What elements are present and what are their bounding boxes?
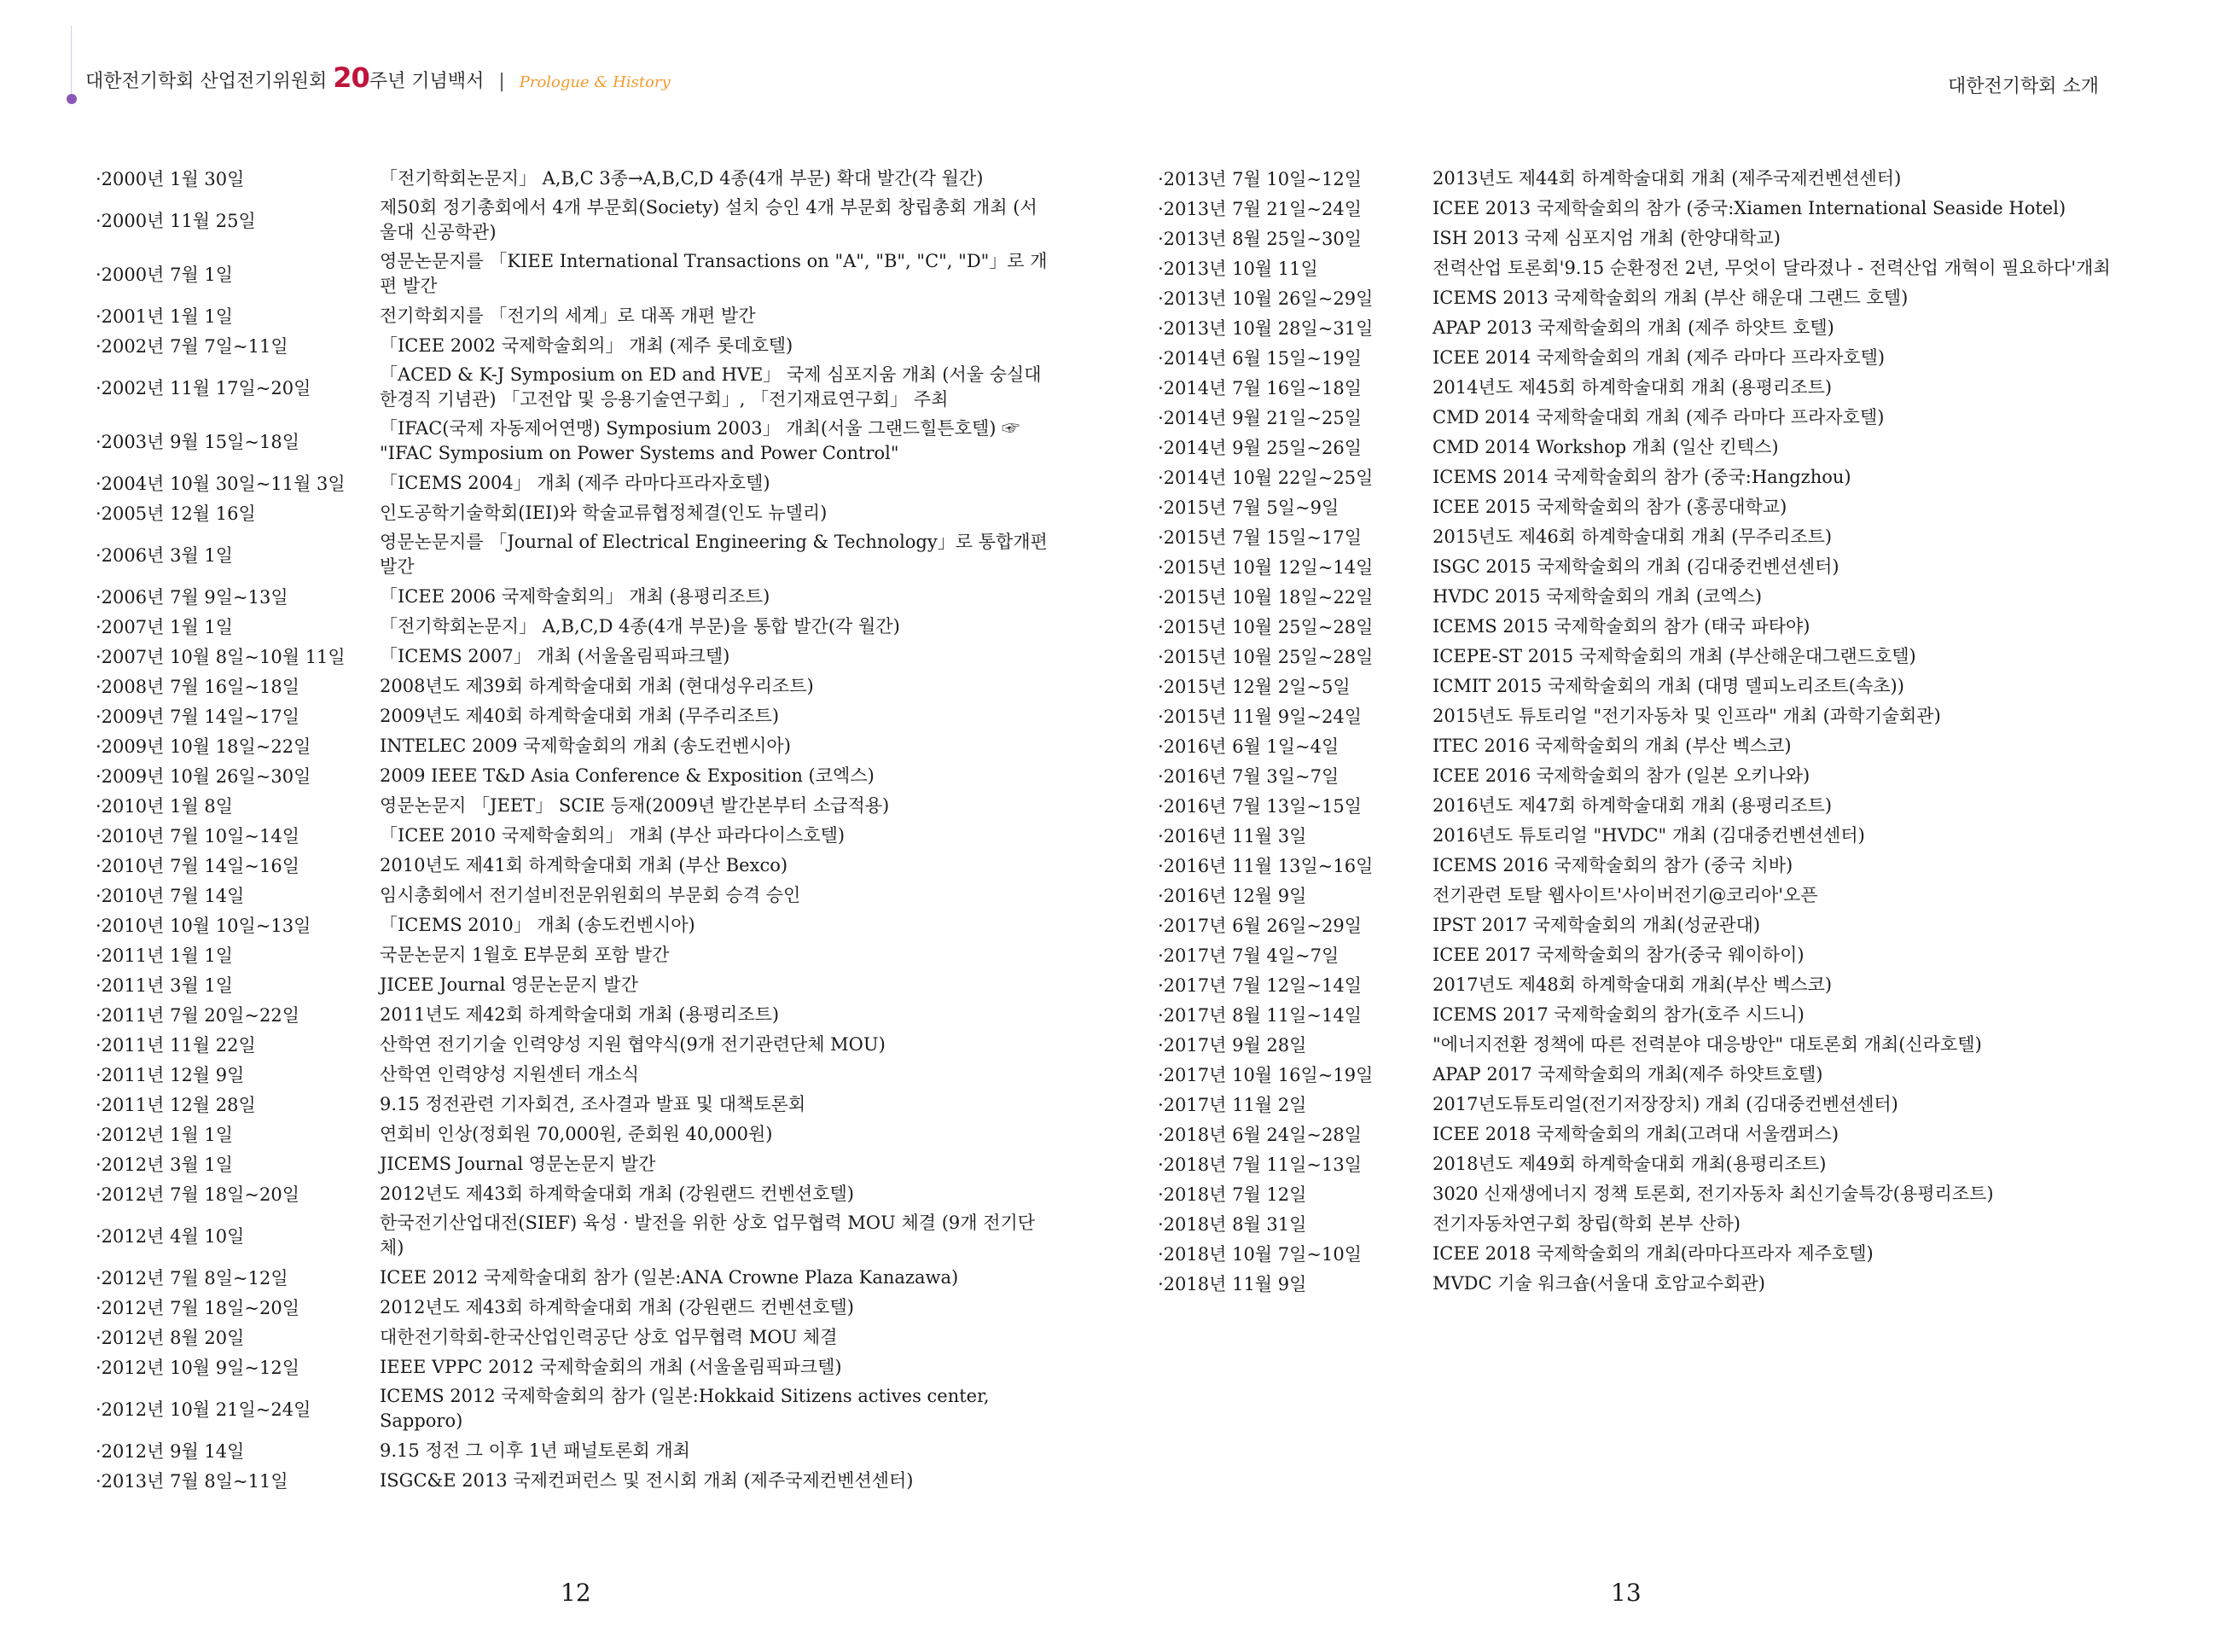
entry-description: 전력산업 토론회'9.15 순환정전 2년, 무엇이 달라졌나 - 전력산업 개혁이 필요하다'개최: [1433, 257, 2111, 278]
timeline-entry: [1158, 942, 2113, 968]
entry-date: ·2011년 12월 28일: [96, 1095, 256, 1115]
entry-description: ICEMS 2016 국제학술회의 참가 (중국 치바): [1433, 854, 1793, 875]
entry-description: 9.15 정전관련 기자회견, 조사결과 발표 및 대책토론회: [380, 1093, 806, 1114]
entry-date: ·2011년 12월 9일: [96, 1065, 245, 1085]
entry-date: ·2016년 11월 13일~16일: [1158, 856, 1374, 876]
timeline-entry: [96, 823, 1051, 848]
entry-description: 「ICEMS 2007」 개최 (서울올림픽파크텔): [380, 645, 730, 666]
entry-description: 영문논문지를 「KIEE International Transactions on "A", "B", "C", "D"」로 개편 발간: [380, 251, 1048, 296]
entry-description: 산학연 인력양성 지원센터 개소식: [380, 1063, 640, 1085]
entry-date: ·2017년 10월 16일~19일: [1158, 1065, 1374, 1085]
timeline-entry: [1158, 434, 2113, 460]
entry-date: ·2005년 12월 16일: [96, 503, 256, 524]
timeline-entry: [1158, 404, 2113, 430]
timeline-entry: [96, 1121, 1051, 1147]
timeline-entry: [1158, 614, 2113, 639]
timeline-entry: [96, 763, 1051, 788]
timeline-entry: [96, 1151, 1051, 1177]
entry-description: 인도공학기술학회(IEI)와 학술교류협정체결(인도 뉴델리): [380, 502, 828, 523]
entry-date: ·2013년 7월 8일~11일: [96, 1471, 288, 1492]
timeline-entry: [1158, 1032, 2113, 1057]
timeline-entry: [96, 1062, 1051, 1087]
entry-description: ICEMS 2014 국제학술회의 참가 (중국:Hangzhou): [1433, 466, 1851, 487]
timeline-entry: [96, 333, 1051, 358]
entry-date: ·2013년 10월 26일~29일: [1158, 288, 1374, 309]
timeline-entry: [96, 303, 1051, 329]
entry-description: 「ICEE 2010 국제학술회의」 개최 (부산 파라다이스호텔): [380, 824, 846, 846]
entry-description: IPST 2017 국제학술회의 개최(성균관대): [1433, 914, 1761, 935]
entry-description: 2016년도 튜토리얼 "HVDC" 개최 (김대중컨벤션센터): [1433, 824, 1865, 846]
entry-description: 「ACED & K-J Symposium on ED and HVE」 국제 심포지움 개최 (서울 숭실대 한경직 기념관) 「고전압 및 응용기술연구회」, 「전기재료연구회」 주최: [380, 364, 1042, 410]
timeline-entry: [1158, 673, 2113, 699]
entry-date: ·2018년 7월 12일: [1158, 1184, 1307, 1205]
page-number-left: 12: [561, 1579, 591, 1607]
timeline-entry: [96, 1384, 1051, 1434]
entry-description: 전기학회지를 「전기의 세계」로 대폭 개편 발간: [380, 305, 756, 326]
entry-description: 한국전기산업대전(SIEF) 육성 · 발전을 위한 상호 업무협력 MOU 체결 (9개 전기단체): [380, 1213, 1036, 1258]
entry-date: ·2008년 7월 16일~18일: [96, 677, 300, 697]
entry-date: ·2016년 11월 3일: [1158, 826, 1307, 846]
entry-description: "에너지전환 정책에 따른 전력분야 대응방안" 대토론회 개최(신라호텔): [1433, 1033, 1982, 1055]
timeline-entry: [96, 912, 1051, 938]
running-header-left: [85, 61, 671, 94]
entry-date: ·2015년 12월 2일~5일: [1158, 677, 1351, 697]
entry-date: ·2012년 3월 1일: [96, 1155, 234, 1175]
timeline-entry: [96, 942, 1051, 968]
header-org: 대한전기학회 산업전기위원회: [85, 71, 328, 92]
timeline-entry: [96, 733, 1051, 759]
header-accent-line: [71, 26, 72, 96]
entry-date: ·2015년 10월 25일~28일: [1158, 617, 1374, 637]
timeline-entry: [1158, 285, 2113, 311]
entry-date: ·2012년 7월 18일~20일: [96, 1298, 300, 1318]
entry-description: 2008년도 제39회 하계학술대회 개최 (현대성우리조트): [380, 675, 814, 696]
timeline-entry: [1158, 1211, 2113, 1236]
entry-date: ·2017년 11월 2일: [1158, 1095, 1307, 1115]
timeline-entry: [1158, 195, 2113, 221]
timeline-entry: [1158, 1241, 2113, 1266]
entry-description: JICEE Journal 영문논문지 발간: [380, 974, 638, 995]
entry-date: ·2016년 6월 1일~4일: [1158, 736, 1340, 757]
entry-date: ·2012년 4월 10일: [96, 1226, 245, 1247]
timeline-entry: [1158, 703, 2113, 729]
entry-description: CMD 2014 국제학술대회 개최 (제주 라마다 프라자호텔): [1433, 406, 1885, 428]
timeline-entry: [96, 166, 1051, 191]
entry-date: ·2014년 10월 22일~25일: [1158, 468, 1374, 488]
timeline-entry: [1158, 345, 2113, 370]
entry-date: ·2002년 11월 17일~20일: [96, 378, 311, 398]
timeline-entry: [1158, 315, 2113, 340]
timeline-entry: [1158, 1151, 2113, 1177]
entry-date: ·2015년 10월 18일~22일: [1158, 587, 1374, 608]
entry-description: ISH 2013 국제 심포지엄 개최 (한양대학교): [1433, 227, 1781, 248]
entry-description: 2015년도 제46회 하계학술대회 개최 (무주리조트): [1433, 526, 1833, 547]
entry-description: ICEE 2012 국제학술대회 참가 (일본:ANA Crowne Plaza Kanazawa): [380, 1266, 959, 1288]
timeline-left-column: [96, 166, 1051, 1498]
entry-description: 2018년도 제49회 하계학술대회 개최(용평리조트): [1433, 1153, 1827, 1174]
entry-description: IEEE VPPC 2012 국제학술회의 개최 (서울올림픽파크텔): [380, 1356, 842, 1377]
entry-description: 2012년도 제43회 하계학술대회 개최 (강원랜드 컨벤션호텔): [380, 1183, 854, 1204]
entry-date: ·2009년 10월 26일~30일: [96, 766, 311, 787]
timeline-entry: [96, 500, 1051, 526]
timeline-entry: [96, 416, 1051, 466]
timeline-right-column: [1158, 166, 2113, 1300]
entry-date: ·2012년 8월 20일: [96, 1328, 245, 1348]
entry-description: 「IFAC(국제 자동제어연맹) Symposium 2003」 개최(서울 그랜드힐튼호텔) ☞ "IFAC Symposium on Power Systems and Power Control": [380, 418, 1020, 463]
page-number-right: 13: [1611, 1579, 1642, 1607]
running-header-right: 대한전기학회 소개: [1947, 76, 2099, 97]
timeline-entry: [96, 643, 1051, 669]
timeline-entry: [1158, 494, 2113, 520]
timeline-entry: [96, 195, 1051, 245]
entry-description: ICEE 2018 국제학술회의 개최(고려대 서울캠퍼스): [1433, 1123, 1839, 1144]
entry-date: ·2014년 7월 16일~18일: [1158, 378, 1363, 398]
entry-date: ·2011년 11월 22일: [96, 1035, 256, 1056]
entry-date: ·2009년 10월 18일~22일: [96, 736, 311, 757]
entry-date: ·2010년 7월 14일: [96, 886, 245, 906]
timeline-entry: [1158, 852, 2113, 878]
entry-description: 영문논문지를 「Journal of Electrical Engineering & Technology」로 통합개편 발간: [380, 532, 1048, 577]
timeline-entry: [1158, 733, 2113, 759]
entry-description: 2017년도튜토리얼(전기저장장치) 개최 (김대중컨벤션센터): [1433, 1093, 1898, 1114]
entry-date: ·2012년 1월 1일: [96, 1125, 234, 1145]
timeline-entry: [1158, 554, 2113, 579]
timeline-entry: [1158, 524, 2113, 550]
timeline-entry: [1158, 584, 2113, 609]
timeline-entry: [1158, 255, 2113, 281]
entry-description: APAP 2017 국제학술회의 개최(제주 하얏트호텔): [1433, 1063, 1823, 1085]
entry-description: 전기자동차연구회 창립(학회 본부 산하): [1433, 1213, 1741, 1234]
entry-description: 2009 IEEE T&D Asia Conference & Exposition (코엑스): [380, 765, 875, 786]
entry-description: 2016년도 제47회 하계학술대회 개최 (용평리조트): [1433, 794, 1833, 816]
entry-date: ·2009년 7월 14일~17일: [96, 707, 300, 727]
entry-description: 2009년도 제40회 하계학술대회 개최 (무주리조트): [380, 705, 780, 726]
entry-date: ·2010년 7월 10일~14일: [96, 826, 300, 846]
entry-description: ICEE 2014 국제학술회의 개최 (제주 라마다 프라자호텔): [1433, 346, 1886, 368]
timeline-entry: [96, 703, 1051, 729]
entry-description: 「ICEMS 2004」 개최 (제주 라마다프라자호텔): [380, 472, 770, 493]
entry-description: ICEMS 2017 국제학술회의 참가(호주 시드니): [1433, 1003, 1804, 1025]
entry-description: 「ICEE 2006 국제학술회의」 개최 (용평리조트): [380, 585, 770, 607]
timeline-entry: [96, 1294, 1051, 1320]
timeline-entry: [1158, 225, 2113, 251]
entry-description: ICEE 2017 국제학술회의 참가(중국 웨이하이): [1433, 944, 1804, 965]
entry-date: ·2015년 7월 5일~9일: [1158, 497, 1340, 518]
entry-date: ·2018년 10월 7일~10일: [1158, 1244, 1363, 1265]
entry-date: ·2013년 7월 21일~24일: [1158, 199, 1363, 219]
entry-description: 「ICEMS 2010」 개최 (송도컨벤시아): [380, 914, 695, 935]
entry-description: 3020 신재생에너지 정책 토론회, 전기자동차 최신기술특강(용평리조트): [1433, 1183, 1994, 1204]
entry-date: ·2011년 3월 1일: [96, 975, 234, 996]
timeline-entry: [96, 1091, 1051, 1117]
entry-date: ·2015년 10월 25일~28일: [1158, 647, 1374, 667]
entry-description: 2017년도 제48회 하계학술대회 개최(부산 벡스코): [1433, 974, 1833, 995]
entry-description: 2014년도 제45회 하계학술대회 개최 (용평리조트): [1433, 376, 1833, 398]
header-twenty: 20: [333, 61, 369, 94]
timeline-entry: [96, 1324, 1051, 1350]
entry-description: 2012년도 제43회 하계학술대회 개최 (강원랜드 컨벤션호텔): [380, 1296, 854, 1318]
timeline-entry: [96, 470, 1051, 496]
entry-date: ·2000년 1월 30일: [96, 169, 245, 189]
entry-date: ·2011년 1월 1일: [96, 945, 234, 966]
entry-description: ICEMS 2015 국제학술회의 참가 (태국 파타야): [1433, 615, 1810, 637]
entry-date: ·2015년 7월 15일~17일: [1158, 527, 1363, 548]
timeline-entry: [96, 793, 1051, 818]
entry-date: ·2007년 1월 1일: [96, 617, 234, 637]
entry-date: ·2013년 10월 11일: [1158, 259, 1318, 279]
entry-description: 제50회 정기총회에서 4개 부문회(Society) 설치 승인 4개 부문회 창립총회 개최 (서울대 신공학관): [380, 197, 1037, 242]
entry-date: ·2017년 7월 12일~14일: [1158, 975, 1363, 996]
entry-description: JICEMS Journal 영문논문지 발간: [380, 1153, 656, 1174]
entry-description: CMD 2014 Workshop 개최 (일산 킨텍스): [1433, 436, 1779, 457]
entry-date: ·2004년 10월 30일~11월 3일: [96, 474, 346, 494]
entry-date: ·2012년 9월 14일: [96, 1441, 245, 1462]
entry-description: ICEE 2016 국제학술회의 참가 (일본 오키나와): [1433, 765, 1810, 786]
entry-date: ·2017년 9월 28일: [1158, 1035, 1307, 1056]
entry-date: ·2012년 10월 21일~24일: [96, 1399, 311, 1420]
timeline-entry: [96, 1265, 1051, 1290]
timeline-entry: [96, 673, 1051, 699]
entry-date: ·2018년 8월 31일: [1158, 1214, 1307, 1235]
header-bullet-dot: [67, 94, 77, 104]
entry-description: ICEE 2015 국제학술회의 참가 (홍콩대학교): [1433, 496, 1787, 517]
entry-date: ·2010년 1월 8일: [96, 796, 234, 817]
entry-description: ICEE 2013 국제학술회의 참가 (중국:Xiamen International Seaside Hotel): [1433, 197, 2066, 218]
entry-date: ·2016년 7월 13일~15일: [1158, 796, 1363, 817]
timeline-entry: [1158, 1002, 2113, 1027]
timeline-entry: [1158, 793, 2113, 818]
entry-date: ·2002년 7월 7일~11일: [96, 336, 288, 357]
entry-description: 영문논문지 「JEET」 SCIE 등재(2009년 발간본부터 소급적용): [380, 794, 890, 816]
timeline-entry: [96, 584, 1051, 609]
timeline-entry: [1158, 1271, 2113, 1296]
timeline-entry: [96, 1211, 1051, 1260]
entry-date: ·2018년 6월 24일~28일: [1158, 1125, 1363, 1145]
entry-date: ·2016년 7월 3일~7일: [1158, 766, 1340, 787]
timeline-entry: [96, 972, 1051, 998]
timeline-entry: [1158, 912, 2113, 938]
timeline-entry: [1158, 1091, 2113, 1117]
entry-description: 2015년도 튜토리얼 "전기자동차 및 인프라" 개최 (과학기술회관): [1433, 705, 1941, 726]
entry-description: INTELEC 2009 국제학술회의 개최 (송도컨벤시아): [380, 735, 791, 756]
timeline-entry: [96, 882, 1051, 908]
entry-date: ·2013년 10월 28일~31일: [1158, 318, 1374, 339]
entry-date: ·2007년 10월 8일~10월 11일: [96, 647, 346, 667]
entry-description: 산학연 전기기술 인력양성 지원 협약식(9개 전기관련단체 MOU): [380, 1033, 886, 1055]
entry-description: ISGC&E 2013 국제컨퍼런스 및 전시회 개최 (제주국제컨벤션센터): [380, 1469, 914, 1491]
entry-description: 9.15 정전 그 이후 1년 패널토론회 개최: [380, 1440, 690, 1461]
entry-description: APAP 2013 국제학술회의 개최 (제주 하얏트 호텔): [1433, 317, 1834, 338]
entry-date: ·2012년 7월 18일~20일: [96, 1184, 300, 1205]
entry-date: ·2014년 9월 25일~26일: [1158, 438, 1363, 458]
entry-date: ·2013년 8월 25일~30일: [1158, 229, 1363, 249]
entry-date: ·2018년 7월 11일~13일: [1158, 1155, 1363, 1175]
entry-date: ·2014년 6월 15일~19일: [1158, 348, 1363, 369]
entry-description: ICEMS 2013 국제학술회의 개최 (부산 해운대 그랜드 호텔): [1433, 287, 1909, 308]
entry-description: 국문논문지 1월호 E부문회 포함 발간: [380, 944, 670, 965]
entry-description: ICMIT 2015 국제학술회의 개최 (대명 델피노리조트(속초)): [1433, 675, 1904, 696]
timeline-entry: [1158, 1062, 2113, 1087]
timeline-entry: [96, 530, 1051, 579]
entry-date: ·2017년 8월 11일~14일: [1158, 1005, 1363, 1026]
entry-date: ·2006년 3월 1일: [96, 545, 234, 566]
entry-date: ·2017년 7월 4일~7일: [1158, 945, 1340, 966]
entry-description: ICEMS 2012 국제학술회의 참가 (일본:Hokkaid Sitizens actives center, Sapporo): [380, 1386, 990, 1431]
entry-date: ·2012년 10월 9일~12일: [96, 1358, 300, 1378]
entry-date: ·2016년 12월 9일: [1158, 886, 1307, 906]
timeline-entry: [96, 363, 1051, 412]
entry-description: ITEC 2016 국제학술회의 개최 (부산 벡스코): [1433, 735, 1792, 756]
timeline-entry: [1158, 464, 2113, 490]
timeline-entry: [1158, 166, 2113, 191]
entry-date: ·2001년 1월 1일: [96, 306, 234, 327]
timeline-entry: [1158, 882, 2113, 908]
entry-date: ·2003년 9월 15일~18일: [96, 432, 300, 452]
entry-description: MVDC 기술 워크숍(서울대 호암교수회관): [1433, 1272, 1765, 1294]
entry-description: 임시총회에서 전기설비전문위원회의 부문회 승격 승인: [380, 884, 801, 905]
header-separator: |: [498, 71, 505, 92]
timeline-entry: [96, 1438, 1051, 1463]
entry-description: 2011년도 제42회 하계학술대회 개최 (용평리조트): [380, 1003, 780, 1025]
timeline-entry: [1158, 763, 2113, 788]
entry-date: ·2013년 7월 10일~12일: [1158, 169, 1363, 189]
entry-date: ·2012년 7월 8일~12일: [96, 1268, 288, 1288]
timeline-entry: [96, 1032, 1051, 1057]
entry-date: ·2011년 7월 20일~22일: [96, 1005, 300, 1026]
entry-date: ·2018년 11월 9일: [1158, 1274, 1307, 1294]
timeline-entry: [1158, 1121, 2113, 1147]
timeline-entry: [96, 249, 1051, 299]
header-anniversary: 주년 기념백서: [369, 71, 485, 92]
timeline-entry: [96, 1354, 1051, 1380]
timeline-entry: [1158, 643, 2113, 669]
entry-description: 「전기학회논문지」 A,B,C,D 4종(4개 부문)을 통합 발간(각 월간): [380, 615, 900, 637]
entry-date: ·2015년 10월 12일~14일: [1158, 557, 1374, 578]
entry-description: 「ICEE 2002 국제학술회의」 개최 (제주 롯데호텔): [380, 334, 793, 356]
timeline-entry: [96, 614, 1051, 639]
timeline-entry: [96, 1468, 1051, 1493]
timeline-entry: [96, 1181, 1051, 1207]
entry-date: ·2014년 9월 21일~25일: [1158, 408, 1363, 428]
timeline-entry: [1158, 1181, 2113, 1207]
entry-description: ICEE 2018 국제학술회의 개최(라마다프라자 제주호텔): [1433, 1242, 1874, 1264]
entry-date: ·2010년 7월 14일~16일: [96, 856, 300, 876]
entry-description: ISGC 2015 국제학술회의 개최 (김대중컨벤션센터): [1433, 556, 1839, 577]
timeline-entry: [96, 1002, 1051, 1027]
entry-date: ·2000년 11월 25일: [96, 211, 256, 231]
entry-description: 2010년도 제41회 하계학술대회 개최 (부산 Bexco): [380, 854, 788, 875]
entry-date: ·2010년 10월 10일~13일: [96, 916, 311, 936]
entry-description: HVDC 2015 국제학술회의 개최 (코엑스): [1433, 585, 1763, 607]
entry-description: 2013년도 제44회 하계학술대회 개최 (제주국제컨벤션센터): [1433, 167, 1902, 189]
timeline-entry: [1158, 375, 2113, 400]
entry-description: 대한전기학회-한국산업인력공단 상호 업무협력 MOU 체결: [380, 1326, 838, 1347]
header-section-name: Prologue & History: [519, 73, 671, 91]
timeline-entry: [96, 852, 1051, 878]
entry-description: 전기관련 토탈 웹사이트'사이버전기@코리아'오픈: [1433, 884, 1818, 905]
entry-date: ·2006년 7월 9일~13일: [96, 587, 288, 608]
timeline-entry: [1158, 972, 2113, 998]
entry-date: ·2017년 6월 26일~29일: [1158, 916, 1363, 936]
entry-date: ·2000년 7월 1일: [96, 265, 234, 285]
entry-description: 연회비 인상(정회원 70,000원, 준회원 40,000원): [380, 1123, 773, 1144]
entry-description: ICEPE-ST 2015 국제학술회의 개최 (부산해운대그랜드호텔): [1433, 645, 1916, 666]
entry-date: ·2015년 11월 9일~24일: [1158, 707, 1363, 727]
timeline-entry: [1158, 823, 2113, 848]
entry-description: 「전기학회논문지」 A,B,C 3종→A,B,C,D 4종(4개 부문) 확대 발간(각 월간): [380, 167, 984, 189]
